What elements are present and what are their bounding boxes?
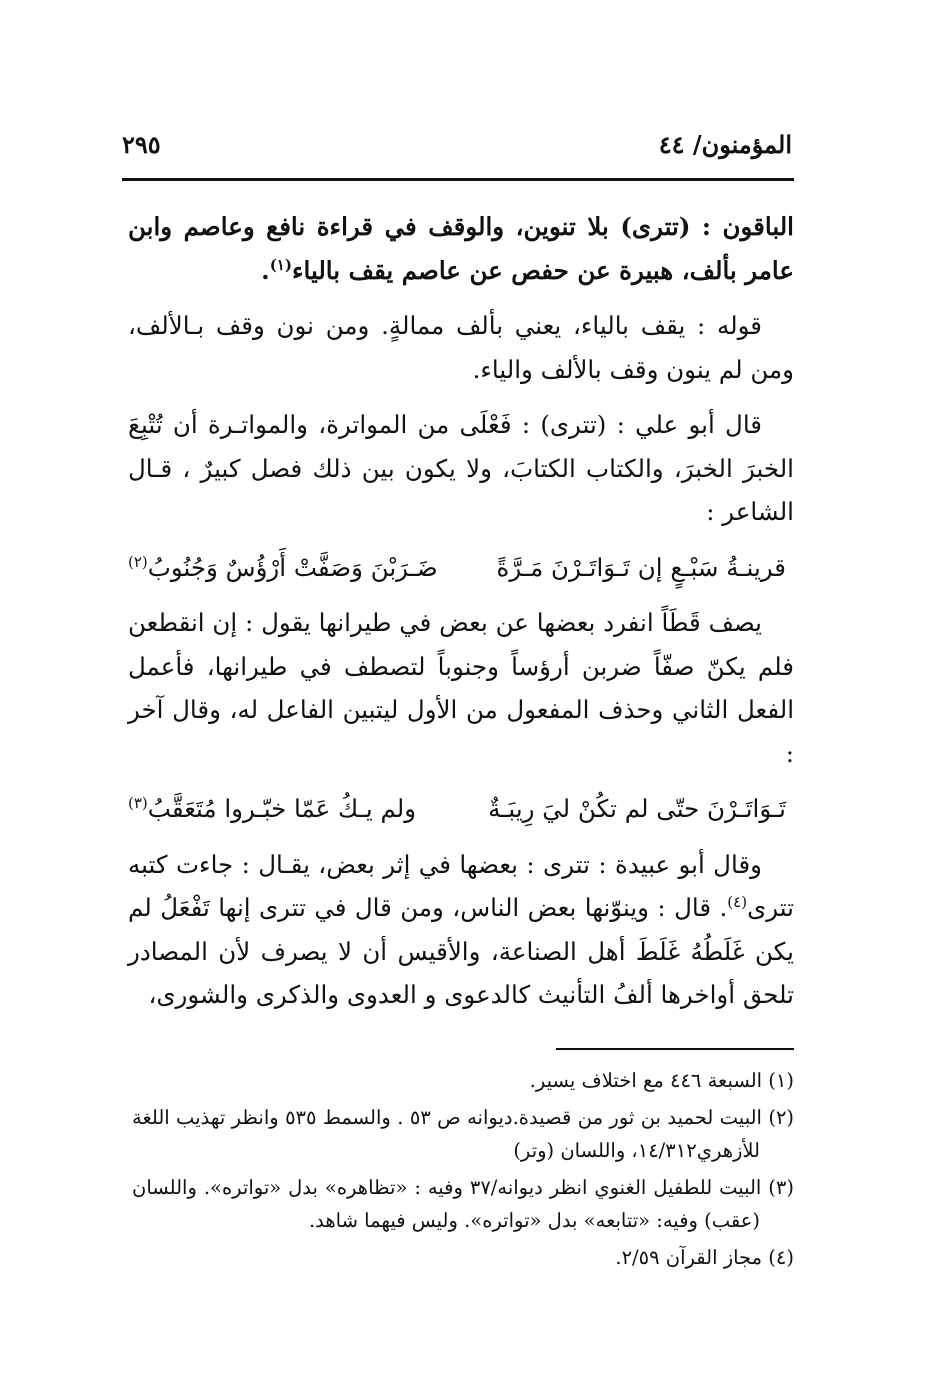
footnote-ref: (٤) bbox=[727, 892, 748, 911]
hemistich-text: ضَـرَبْنَ وَصَفَّتْ أَرْؤُسٌ وَجُنُوبُ bbox=[147, 552, 438, 582]
footnotes bbox=[132, 1064, 794, 1278]
paragraph-end: . bbox=[261, 255, 270, 285]
footnote-item: (٤) مجاز القرآن ٢/٥٩. bbox=[615, 1246, 794, 1269]
footnote-ref: (١) bbox=[269, 255, 292, 274]
footnote-ref: (٢) bbox=[128, 552, 148, 571]
footnote-separator bbox=[556, 1048, 794, 1050]
footnote-item: (٣) البيت للطفيل الغنوي انظر ديوانه/٣٧ وفيه : «تظاهره» بدل «تواتره». واللسان (عقب) وفيه: «تتابعه» بدل «تواتره». وليس فيهما شاهد. bbox=[132, 1176, 794, 1232]
running-title: المؤمنون/ ٤٤ bbox=[658, 129, 792, 159]
verse-second-hemistich bbox=[128, 787, 416, 831]
paragraph-abu-ali: قال أبو علي : (تترى) : فَعْلَى من المواترة، والمواتـرة أن تُتْبِعَ الخبرَ الخبرَ، والكتاب الكتابَ، ولا يكون بين ذلك فصل كبيرٌ ، قـال الشاعر : bbox=[128, 410, 794, 526]
hemistich-text: ولم يـكُ عَمّا خبّـروا مُتَعَقَّبُ bbox=[147, 794, 417, 823]
main-text bbox=[128, 205, 794, 1029]
verse-first-hemistich: قرينـةُ سَبْـعٍ إن تَـوَاتَـرْنَ مَـرَّةً bbox=[496, 552, 786, 582]
footnote-ref: (٣) bbox=[128, 793, 148, 812]
paragraph-text: الباقون : (تترى) بلا تنوين، والوقف في قراءة نافع وعاصم وابن عامر بألف، هبيرة عن حفص عن عاصم يقف بالياء bbox=[128, 212, 794, 285]
paragraph-text: . قال : وينوّنها بعض الناس، ومن قال في تترى إنها تَفْعَلُ لم يكن غَلَطُهُ غَلَطَ أهل الصناعة، والأقيس أن لا يصرف لأن المصادر تلحق أواخرها ألفُ التأنيث كالدعوى و العدوى والذكرى والشورى، bbox=[128, 893, 794, 1009]
paragraph-commentary: قوله : يقف بالياء، يعني بألف ممالةٍ. ومن نون وقف بـالألف، ومن لم ينون وقف بالألف والياء. bbox=[128, 311, 794, 384]
header-rule bbox=[122, 178, 794, 181]
footnote-item: (١) السبعة ٤٤٦ مع اختلاف يسير. bbox=[529, 1069, 794, 1092]
footnote-item: (٢) البيت لحميد بن ثور من قصيدة.ديوانه ص ٥٣ . والسمط ٥٣٥ وانظر تهذيب اللغة للأزهري١٤/٣١٢، واللسان (وتر) bbox=[132, 1106, 795, 1162]
verse-line bbox=[128, 546, 794, 590]
paragraph-explanation: يصف قَطَاً انفرد بعضها عن بعض في طيرانها يقول : إن انقطعن فلم يكنّ صفّاً ضربن أرؤساً وجنوباً لتصطف في طيرانها، فأعمل الفعل الثاني وحذف المفعول من الأول ليتبين الفاعل له، وقال آخر : bbox=[128, 608, 794, 768]
verse-line bbox=[128, 787, 794, 831]
paragraph-text: وقال أبو عبيدة : تترى : بعضها في إثر بعض، يقـال : جاءت كتبه تترى bbox=[128, 849, 794, 922]
verse-first-hemistich: تَـوَاتَـرْنَ حتّى لم تكُنْ ليَ رِيبَـةٌ bbox=[488, 794, 786, 823]
verse-second-hemistich bbox=[128, 546, 438, 590]
page-number: ٢٩٥ bbox=[122, 129, 161, 159]
paragraph-readings bbox=[128, 205, 794, 292]
page-header bbox=[122, 120, 792, 168]
paragraph-abu-ubayda bbox=[128, 843, 794, 1017]
